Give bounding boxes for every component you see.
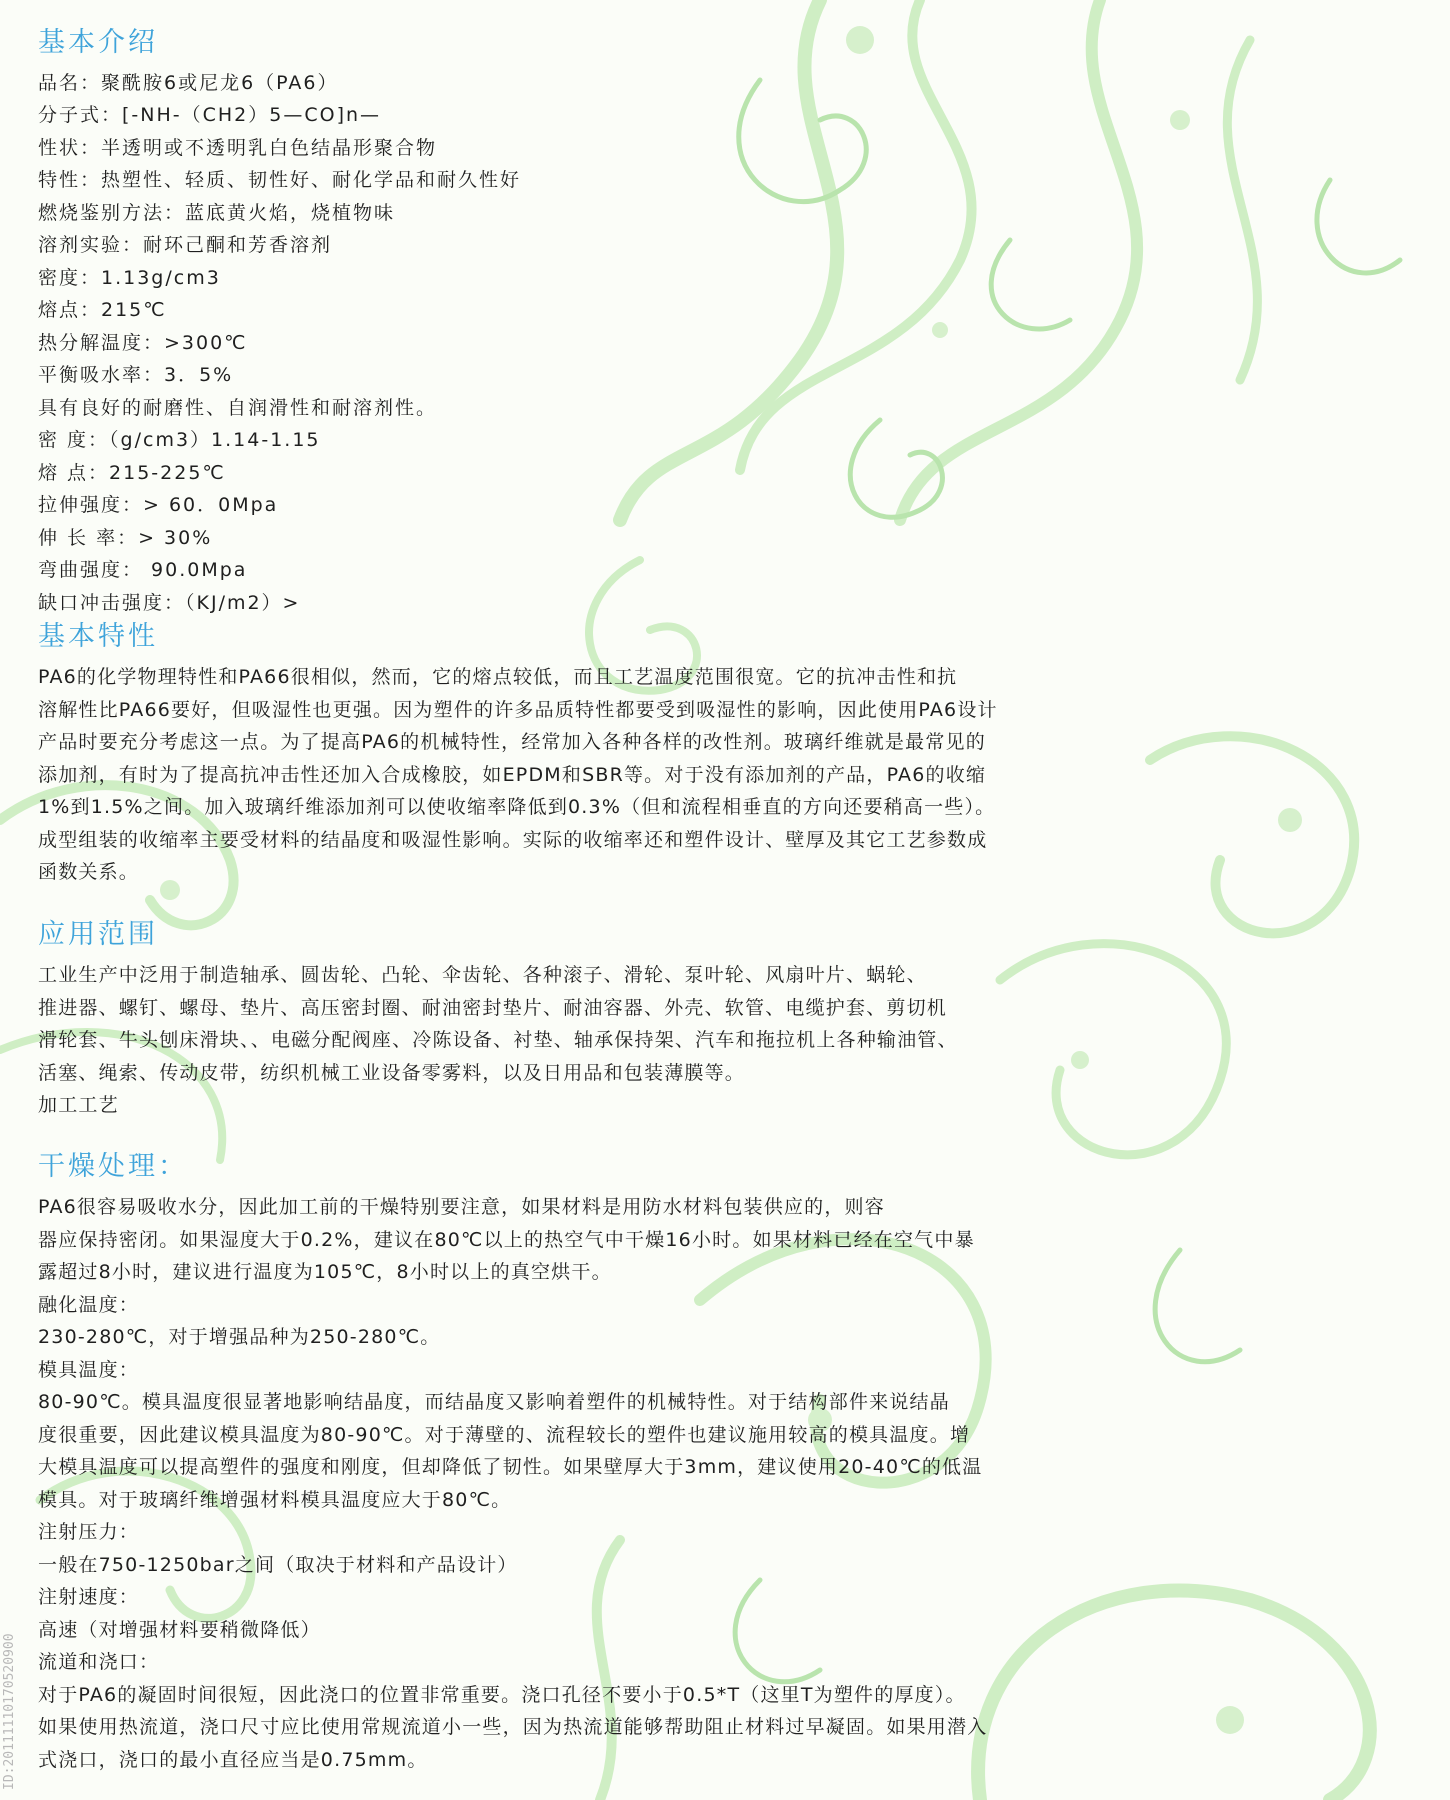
spec-line: 缺口冲击强度：（KJ/m2）> — [38, 592, 301, 614]
spec-line: 品名：聚酰胺6或尼龙6（PA6） — [38, 72, 339, 94]
spec-line: 密 度：（g/cm3）1.14-1.15 — [38, 429, 321, 451]
spec-line: 具有良好的耐磨性、自润滑性和耐溶剂性。 — [38, 397, 438, 419]
spec-line: 溶剂实验：耐环己酮和芳香溶剂 — [38, 234, 333, 256]
heading-applications: 应用范围 — [38, 919, 158, 950]
spec-line: 密度：1.13g/cm3 — [38, 267, 221, 289]
spec-line: 熔 点：215-225℃ — [38, 462, 226, 484]
watermark-id: ID:20111110170520900 — [2, 1633, 17, 1790]
spec-line: 熔点：215℃ — [38, 299, 167, 321]
spec-line: 拉伸强度：> 60．0Mpa — [38, 494, 279, 516]
paragraph-basic-properties: PA6的化学物理特性和PA66很相似，然而，它的熔点较低，而且工艺温度范围很宽。它的抗冲击性和抗 溶解性比PA66要好，但吸湿性也更强。因为塑件的许多品质特性都要受到吸湿性的影响，因此使用PA6设计 产品时要充分考虑这一点。为了提高PA6的机械特性，经常加入各种各样的改性剂。玻璃纤维就是最常见的 添加剂，有时为了提高抗冲击性还加入合成橡胶，如EPDM和SBR等。对于没有添加剂的产品，PA6的收缩 1%到1.5%之间。加入玻璃纤维添加剂可以使收缩率降低到0.3%（但和流程相垂直的方向还要稍高一些）。 成型组装的收缩率主要受材料的结晶度和吸湿性影响。实际的收缩率还和塑件设计、壁厚及其它工艺参数成 函数关系。 — [38, 666, 998, 883]
spec-line: 伸 长 率：> 30% — [38, 527, 213, 549]
spec-line: 性状：半透明或不透明乳白色结晶形聚合物 — [38, 137, 438, 159]
spec-line: 热分解温度：>300℃ — [38, 332, 248, 354]
heading-basic-intro: 基本介绍 — [38, 27, 158, 58]
paragraph-applications: 工业生产中泛用于制造轴承、圆齿轮、凸轮、伞齿轮、各种滚子、滑轮、泵叶轮、风扇叶片、蜗轮、 推进器、螺钉、螺母、垫片、高压密封圈、耐油密封垫片、耐油容器、外壳、软管、电缆护套、剪切机 滑轮套、牛头刨床滑块、、电磁分配阀座、冷陈设备、衬垫、轴承保持架、汽车和拖拉机上各种输油管、 活塞、绳索、传动皮带，纺织机械工业设备零雾料，以及日用品和包装薄膜等。 加工工艺 — [38, 964, 958, 1116]
heading-basic-properties: 基本特性 — [38, 621, 158, 652]
paragraph-drying-processing: PA6很容易吸收水分，因此加工前的干燥特别要注意，如果材料是用防水材料包装供应的，则容 器应保持密闭。如果湿度大于0.2%，建议在80℃以上的热空气中干燥16小时。如果材料已经在空气中暴 露超过8小时，建议进行温度为105℃，8小时以上的真空烘干。 融化温度： 230-280℃，对于增强品种为250-280℃。 模具温度： 80-90℃。模具温度很显著地影响结晶度，而结晶度又影响着塑件的机械特性。对于结构部件来说结晶 度很重要，因此建议模具温度为80-90℃。对于薄壁的、流程较长的塑件也建议施用较高的模具温度。增 大模具温度可以提高塑件的强度和刚度，但却降低了韧性。如果壁厚大于3mm，建议使用20-40℃的低温 模具。对于玻璃纤维增强材料模具温度应大于80℃。 注射压力： 一般在750-1250bar之间（取决于材料和产品设计） 注射速度： 高速（对增强材料要稍微降低） 流道和浇口： 对于PA6的凝固时间很短，因此浇口的位置非常重要。浇口孔径不要小于0.5*T（这里T为塑件的厚度）。 如果使用热流道，浇口尺寸应比使用常规流道小一些，因为热流道能够帮助阻止材料过早凝固。如果用潜入 式浇口，浇口的最小直径应当是0.75mm。 — [38, 1196, 988, 1771]
spec-line: 特性：热塑性、轻质、韧性好、耐化学品和耐久性好 — [38, 169, 522, 191]
spec-line: 平衡吸水率：3．5% — [38, 364, 234, 386]
heading-drying: 干燥处理： — [38, 1151, 188, 1182]
spec-line: 分子式：[-NH-（CH2）5—CO]n— — [38, 104, 382, 126]
spec-line: 弯曲强度： 90.0Mpa — [38, 559, 248, 581]
spec-line: 燃烧鉴别方法：蓝底黄火焰，烧植物味 — [38, 202, 396, 224]
